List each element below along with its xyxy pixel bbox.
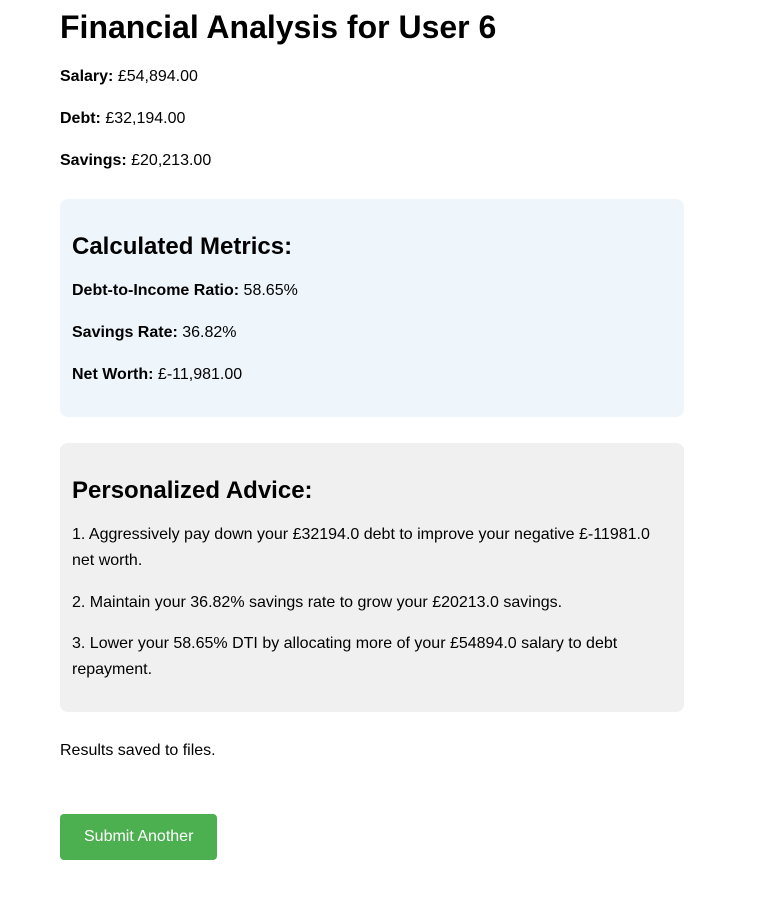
metrics-heading: Calculated Metrics:	[72, 233, 293, 261]
salary-line	[60, 64, 684, 90]
net-worth-line	[72, 362, 672, 388]
calculated-metrics-panel	[60, 199, 684, 417]
page-title: Financial Analysis for User 6	[60, 9, 497, 45]
advice-item-1: 1. Aggressively pay down your £32194.0 debt to improve your negative £-11981.0 net worth.	[72, 526, 650, 569]
dti-label: Debt-to-Income Ratio:	[72, 282, 240, 300]
salary-value: £54,894.00	[113, 68, 198, 86]
savings-rate-line	[72, 320, 672, 346]
net-worth-label: Net Worth:	[72, 365, 154, 383]
savings-rate-value: 36.82%	[177, 323, 237, 341]
net-worth-value: £-11,981.00	[153, 365, 243, 383]
personalized-advice-panel	[60, 443, 684, 712]
button-row	[60, 814, 684, 860]
submit-another-button[interactable]: Submit Another	[60, 814, 217, 860]
advice-item-3: 3. Lower your 58.65% DTI by allocating more of your £54894.0 salary to debt repayment.	[72, 635, 618, 678]
debt-label: Debt:	[60, 109, 101, 127]
savings-value: £20,213.00	[126, 151, 212, 169]
debt-value: £32,194.00	[100, 109, 186, 127]
dti-value: 58.65%	[239, 282, 298, 300]
debt-line	[60, 106, 684, 132]
dti-line	[72, 278, 672, 304]
savings-rate-label: Savings Rate:	[72, 323, 178, 341]
savings-label: Savings:	[60, 151, 127, 169]
advice-item-2: 2. Maintain your 36.82% savings rate to grow your £20213.0 savings.	[72, 593, 563, 611]
salary-label: Salary:	[60, 68, 114, 86]
advice-heading: Personalized Advice:	[72, 477, 313, 505]
savings-line	[60, 148, 684, 174]
status-text: Results saved to files.	[60, 742, 216, 760]
